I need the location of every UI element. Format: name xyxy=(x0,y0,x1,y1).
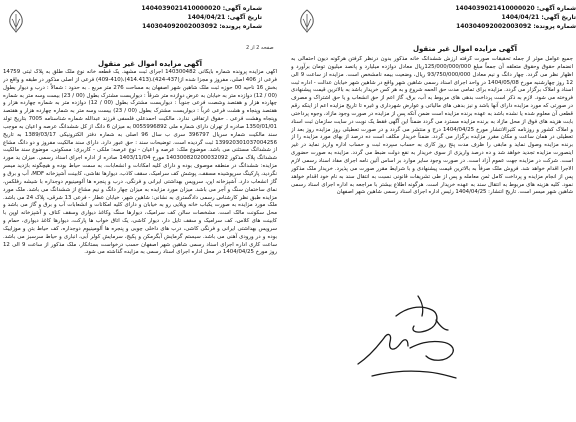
left-notice-number: شماره آگهی: 1404039021410000020 xyxy=(141,5,262,12)
signature-icon xyxy=(348,286,468,386)
right-notice-date: تاریخ آگهی: 1404/04/21 xyxy=(501,14,576,21)
right-body-text: جمیع عوامل موثر از جمله تحقیقات صورت گرفته ارزش ششدانگ خانه مذکور بدون درنظر گرفتن هرگونه دیون احتمالی به انضمام حقوق وحقوق متعلقه آن جمعاً مبلغ 125/000/000/000ریال معادل دوازده میلیارد و پانصد میلیون تومان برآورد و اظهار نظر می گردد. چهار دانگ و نیم معادل 93/750/000/000 ریال، وضعیت بیمه نامشخص است. مزایده از ساعت 9 الی 12 روز چهارشنبه مورخ 1404/05/08 در واحد اجرای اسناد رسمی شاهین شهر واقع در شاهین شهر خیابان عدالت - اداره ثبت اسناد و املاک برگزار می گردد. مزایده برای تمامی مدت حق الحمه شروع و به هر کس خریدار باشد به بالاترین قیمت پیشنهادی فروخته می شود. لازم به ذکر است پرداخت بدهی های مربوط به آب، برق، گاز اعم از حق انشعاب و یا حق اشتراک و مصرف در صورتی که مورد مزایده دارای آنها باشد و نیز بدهی های مالیاتی و عوارض شهرداری و غیره تا تاریخ مزایده اعم از اینکه رقم قطعی آن معلوم شده یا نشده باشد به عهده برنده مزایده است ضمن آنکه پس از مزایده در صورت وجود مازاد، وجوه پرداختی بابت هزینه های فوق از محل مازاد به برنده مزایده مسترد می گردد ضمناً این آگهی فقط یک نوبت در سایت سازمان ثبت اسناد و املاک کشور و روزنامه کثیرالانتشار مورخ 1404/04/25 درج و منتشر می گردد و در صورت تعطیلی روز مزایده روز بعد از تعطیلی در همان ساعت و مکان مقرر مزایده برگزار می گردد. ضمناً خریدار مکلف است ده درصد از بهای مورد مزایده را از برنده مزایده وصول نماید و مابقی را ظرف مدت پنج روز کاری به حساب سپرده ثبت و حساب اداره واریز نماید در غیر اینصورت مزایده تجدید خواهد شد و ده درصد واریزی از سوی خریدار به نفع دولت ضبط می گردد. مزایده به صورت حضوری است. شرکت در مزایده جهت عموم آزاد است. در صورت وجود سایر موارد بر اساس آئین نامه اجرای مفاد اسناد رسمی لازم الاجرا اقدام خواهد شد. فروش ملک صرفاً به بالاترین قیمت پیشنهادی و با شرایط مقرر صورت می پذیرد. خریدار ملک مذکور پس از انجام مزایده و پرداخت کامل ثمن معامله و پس از طی تشریفات قانونی نسبت به انتقال سند به نام خود اقدام خواهد نمود. کلیه هزینه های مربوط به انتقال سند به عهده خریدار است. هرگونه اطلاع بیشتر با مراجعه به اداره اجرای اسناد رسمی شاهین شهر میسر است. تاریخ انتشار: 1404/04/25 رئیس اداره اجرای اسناد رسمی شاهین شهر اصفهان xyxy=(291,56,573,196)
emblem-icon xyxy=(4,8,28,34)
right-title: آگهی مزایده اموال غیر منقول xyxy=(412,45,518,53)
left-file-number: شماره پرونده: 140304092002003092 xyxy=(142,23,262,30)
emblem-icon xyxy=(295,8,319,34)
left-body-text: آگهی مزایده پرونده شماره بایگانی 140300482 اجرای ثبت مشهد. یک قطعه خانه نوع ملک طلق به پلاک ثبتی 14759 فرعی از 406 اصلی، مفروز و مجزا شده از(437-424)،(414.413)،(410-409) فرعی از اصلی مذکور در طبقه و واقع در بخش 16 ناحیه 00 حوزه ثبت ملک شاهین شهر اصفهان به مساحت 276 متر مربع . به حدود : شمالاً : درب و دیوار بطول (00 / 12) دوازده متر به خیابان به عرض دوازده متر شرقاً : دیواریست مشترک بطول (00 / 23) بیست وسه متر به شماره چهارده هزار و هفتصد وشصت فرعی جنوباً : دیواریست مشترک بطول (00 / 12) دوازده متر به شماره چهارده هزار و هفتصد وپنجاه و هشت فرعی غرباً : دیواریست مشترک بطول (00 / 23) بیست وسه متر به شماره چهارده هزار و هفتصد وپنجاه وهشت فرعی . حقوق ارتفاقی ندارد. مالکیت احمدعلی فلسفی فرزند عبدالله شماره شناسنامه 7005 بتاریخ تولد 1350/01/01 صادره از تهران دارای شماره ملی 0055996892 به میزان 6 دانگ از کل ششدانگ عرصه و اعیان به موجب سند مالکیت شماره سریال 396797 سری ب سال 96 اصلی به شماره دفتر الکترونیکی 1389/03/17 به تاریخ 139920301037004256 ثبت گردیده است. توضیحات سند : حق عبور دارد. دارای سند مالکیت مفروز و دو دانگ مشاع از ششدانگ مستثنی می باشد. موضوع ملک: عرصه و اعیان - نوع عرصه: ملکی - کاربری: مسکونی. موضوع سند مالکیت ششدانگ پلاک مذکور 140300820200032092 مورخ 1403/11/04 صادره از اداره اجرای اسناد رسمی. میزان ید مورد مزایده: ششدانگ در منطقه موصوف بوده و دارای کلیه امکانات و انشعابات، به سمت حیاط بوده و هیچگونه بازدید میسر نگردید، پارکینگ سرپوشیده مسقف، پوشش کف سرامیک، سقف کاذب، دیوارها نقاشی، کابینت آشپزخانه MDF، آب و برق و گاز انشعاب دارد. آشپزخانه اپن، سرویس بهداشتی ایرانی و فرنگی، درب و پنجره ها آلومینیوم دوجداره با شیشه رفلکس، نمای ساختمان سنگ و آجر می باشد. میزان مورد مزایده به میزان چهار دانگ و نیم مشاع از ششدانگ می باشد. ملک مورد مزایده طبق نظر کارشناس رسمی دادگستری به نشانی: شاهین شهر، خیابان عطار - فرعی 13 شرقی، پلاک 24 می باشد. ملک مورد مزایده به صورت یکباب خانه ویلایی رو به خیابان و دارای کلیه امکانات و انشعابات آب و برق و گاز می باشد و محل سکونت مالک است. مشخصات سالن کف سرامیک، دیوارها سنگ وکاغذ دیواری وسقف کناف و آشپزخانه اوپن با کابینت های کلاس، کف سرامیک و سقف تایل دار، دیوار کاشی، یک اتاق خواب ها پارکت، دیوارها کاغذ دیواری، حمام و سرویس بهداشتی ایرانی و فرنگی کاشی، درب های داخلی چوبی و پنجره ها آلومینیوم دوجداره، کف حیاط بتن و موزاییک بوده و در ورودی آهنی می باشد. سیستم گرمایش آبگرمکن و پکیج، سرمایش کولر آبی، انباری و حیاط سرسبز می باشد. ساعت کاری اداره اجرای اسناد رسمی شاهین شهر اصفهان حسب درخواست بستانکار، ملک مذکور از ساعت 9 الی 12 روز مورخ 1404/04/25 در محل اداره اجرای اسناد رسمی به مزایده گذاشته می شود. xyxy=(3,69,277,256)
left-notice-date: تاریخ آگهی: 1404/04/21 xyxy=(187,14,262,21)
right-meta-block xyxy=(436,4,576,31)
left-meta-block xyxy=(122,4,262,31)
left-title: آگهی مزایده اموال غیر منقول xyxy=(97,60,203,68)
right-file-number: شماره پرونده: 140304092002003092 xyxy=(456,23,576,30)
page-number: صفحه 2 از 2 xyxy=(246,45,274,51)
right-notice-number: شماره آگهی: 1404039021410000020 xyxy=(455,5,576,12)
